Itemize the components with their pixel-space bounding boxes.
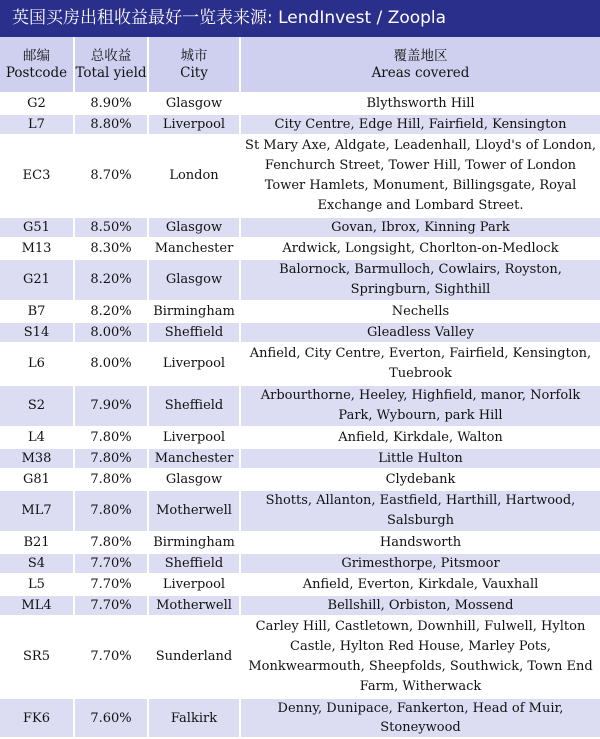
city-cell: Liverpool (148, 343, 240, 385)
table-row (0, 114, 600, 135)
postcode-cell: L7 (0, 114, 74, 135)
city-cell: Sheffield (148, 322, 240, 343)
yield-cell: 7.70% (74, 616, 148, 698)
header-yield-cn: 总收益 (90, 47, 132, 64)
postcode-cell: EC3 (0, 135, 74, 217)
areas-cell: Shotts, Allanton, Eastfield, Harthill, Hartwood, Salsburgh (240, 490, 600, 532)
city-cell: Motherwell (148, 595, 240, 616)
city-cell: Manchester (148, 448, 240, 469)
header-postcode-cn: 邮编 (23, 47, 50, 64)
yield-cell: 8.30% (74, 238, 148, 259)
postcode-cell: FK6 (0, 698, 74, 738)
yield-cell: 8.20% (74, 259, 148, 301)
yield-cell: 7.80% (74, 469, 148, 490)
table-row (0, 574, 600, 595)
table-row (0, 322, 600, 343)
yield-cell: 7.80% (74, 532, 148, 553)
city-cell: Glasgow (148, 469, 240, 490)
yield-cell: 8.90% (74, 93, 148, 114)
yield-cell: 7.80% (74, 427, 148, 448)
header-city (148, 37, 240, 93)
areas-cell: Grimesthorpe, Pitsmoor (240, 553, 600, 574)
yield-cell: 8.00% (74, 343, 148, 385)
postcode-cell: M13 (0, 238, 74, 259)
postcode-cell: ML7 (0, 490, 74, 532)
areas-cell: Clydebank (240, 469, 600, 490)
postcode-cell: L4 (0, 427, 74, 448)
postcode-cell: B21 (0, 532, 74, 553)
postcode-cell: S14 (0, 322, 74, 343)
header-areas-cn: 覆盖地区 (393, 47, 448, 64)
yield-cell: 8.20% (74, 301, 148, 322)
yield-cell: 8.80% (74, 114, 148, 135)
table-row (0, 616, 600, 698)
table-title: 英国买房出租收益最好一览表来源: LendInvest / Zoopla (0, 0, 600, 37)
city-cell: Sheffield (148, 553, 240, 574)
areas-cell: Nechells (240, 301, 600, 322)
yield-cell: 7.70% (74, 574, 148, 595)
table-row (0, 532, 600, 553)
areas-cell: Bellshill, Orbiston, Mossend (240, 595, 600, 616)
city-cell: Birmingham (148, 532, 240, 553)
yield-cell: 7.60% (74, 698, 148, 738)
city-cell: Liverpool (148, 427, 240, 448)
city-cell: Motherwell (148, 490, 240, 532)
table-row (0, 93, 600, 114)
postcode-cell: L6 (0, 343, 74, 385)
table-row (0, 343, 600, 385)
postcode-cell: SR5 (0, 616, 74, 698)
postcode-cell: B7 (0, 301, 74, 322)
city-cell: Glasgow (148, 93, 240, 114)
areas-cell: St Mary Axe, Aldgate, Leadenhall, Lloyd's of London, Fenchurch Street, Tower Hill, Tower of London Tower Hamlets, Monument, Billingsgate, Royal Exchange and Lombard Street. (240, 135, 600, 217)
city-cell: Liverpool (148, 574, 240, 595)
yield-cell: 7.80% (74, 448, 148, 469)
areas-cell: Blythsworth Hill (240, 93, 600, 114)
areas-cell: Anfield, City Centre, Everton, Fairfield, Kensington, Tuebrook (240, 343, 600, 385)
postcode-cell: ML4 (0, 595, 74, 616)
city-cell: Sunderland (148, 616, 240, 698)
header-city-cn: 城市 (180, 47, 208, 64)
city-cell: Falkirk (148, 698, 240, 738)
areas-cell: Balornock, Barmulloch, Cowlairs, Royston, Springburn, Sighthill (240, 259, 600, 301)
areas-cell: Ardwick, Longsight, Chorlton-on-Medlock (240, 238, 600, 259)
postcode-cell: L5 (0, 574, 74, 595)
yield-cell: 7.90% (74, 385, 148, 427)
areas-cell: City Centre, Edge Hill, Fairfield, Kensington (240, 114, 600, 135)
yield-cell: 7.80% (74, 490, 148, 532)
table-row (0, 490, 600, 532)
areas-cell: Govan, Ibrox, Kinning Park (240, 217, 600, 238)
postcode-cell: M38 (0, 448, 74, 469)
header-areas-en: Areas covered (371, 64, 470, 81)
table-row (0, 238, 600, 259)
postcode-cell: S4 (0, 553, 74, 574)
areas-cell: Denny, Dunipace, Fankerton, Head of Muir, Stoneywood (240, 698, 600, 738)
table-row (0, 301, 600, 322)
yield-cell: 7.70% (74, 553, 148, 574)
header-postcode-en: Postcode (5, 64, 68, 81)
yield-cell: 8.70% (74, 135, 148, 217)
city-cell: London (148, 135, 240, 217)
table-row (0, 385, 600, 427)
city-cell: Glasgow (148, 259, 240, 301)
city-cell: Sheffield (148, 385, 240, 427)
yield-table (0, 37, 600, 739)
areas-cell: Carley Hill, Castletown, Downhill, Fulwell, Hylton Castle, Hylton Red House, Marley Pots, Monkwearmouth, Sheepfolds, Southwick, Town End Farm, Witherwack (240, 616, 600, 698)
city-cell: Manchester (148, 238, 240, 259)
header-yield-en: Total yield (75, 64, 147, 81)
table-row (0, 448, 600, 469)
header-areas (240, 37, 600, 93)
postcode-cell: G51 (0, 217, 74, 238)
table-row (0, 469, 600, 490)
city-cell: Birmingham (148, 301, 240, 322)
yield-cell: 7.70% (74, 595, 148, 616)
table-row (0, 595, 600, 616)
table-row (0, 698, 600, 738)
postcode-cell: G2 (0, 93, 74, 114)
yield-cell: 8.00% (74, 322, 148, 343)
areas-cell: Handsworth (240, 532, 600, 553)
postcode-cell: G21 (0, 259, 74, 301)
table-row (0, 217, 600, 238)
header-yield (74, 37, 148, 93)
header-city-en: City (180, 64, 208, 81)
yield-cell: 8.50% (74, 217, 148, 238)
postcode-cell: G81 (0, 469, 74, 490)
areas-cell: Anfield, Everton, Kirkdale, Vauxhall (240, 574, 600, 595)
areas-cell: Anfield, Kirkdale, Walton (240, 427, 600, 448)
table-row (0, 259, 600, 301)
postcode-cell: S2 (0, 385, 74, 427)
header-row (0, 37, 600, 93)
header-postcode (0, 37, 74, 93)
areas-cell: Little Hulton (240, 448, 600, 469)
areas-cell: Arbourthorne, Heeley, Highfield, manor, Norfolk Park, Wybourn, park Hill (240, 385, 600, 427)
table-row (0, 135, 600, 217)
city-cell: Liverpool (148, 114, 240, 135)
areas-cell: Gleadless Valley (240, 322, 600, 343)
table-row (0, 427, 600, 448)
table-row (0, 553, 600, 574)
city-cell: Glasgow (148, 217, 240, 238)
